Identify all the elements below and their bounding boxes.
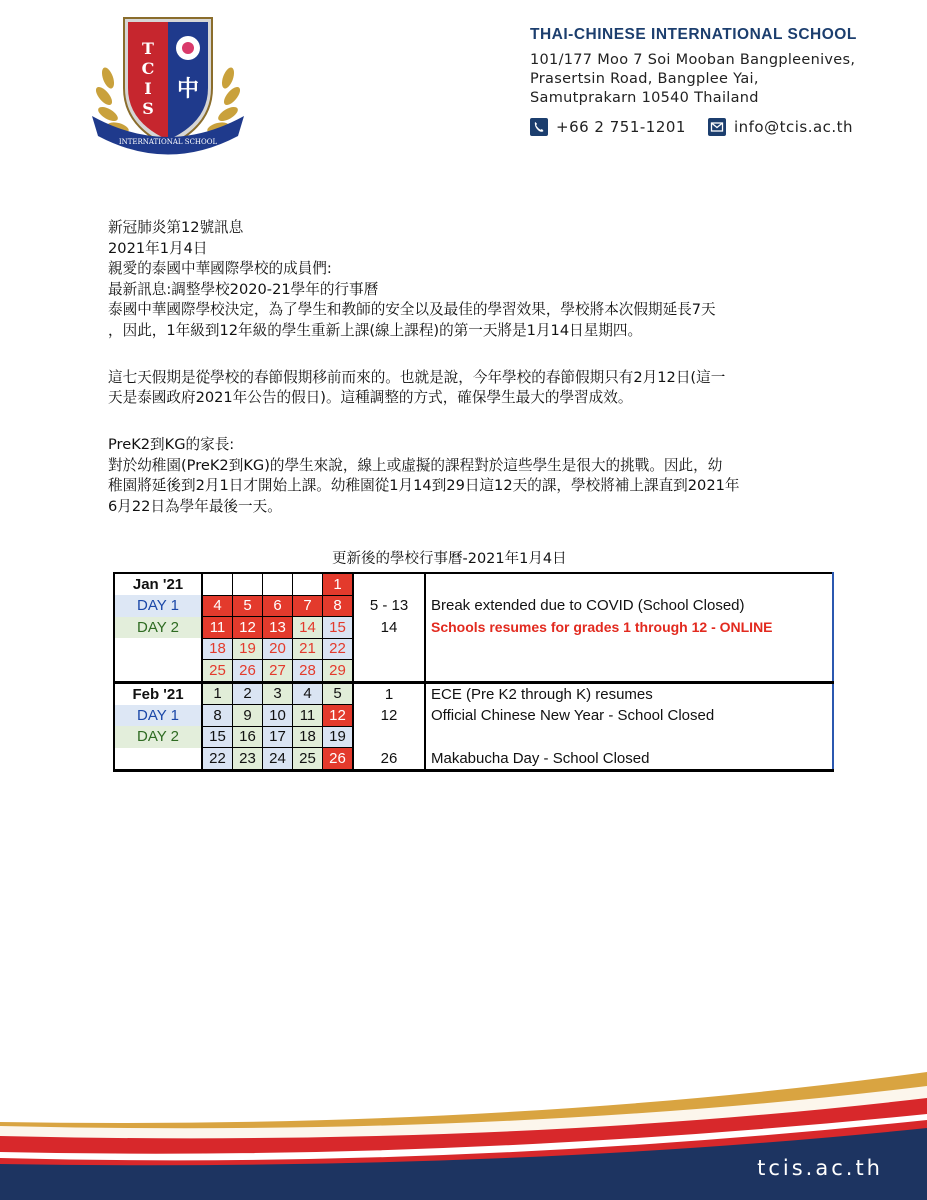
event-date: 14 [353, 617, 425, 639]
event-date: 26 [353, 748, 425, 771]
letter-line: 稚園將延後到2月1日才開始上課。幼稚園從1月14到29日這12天的課，學校將補上課直到2021年 [108, 477, 740, 494]
day-cell: 10 [263, 705, 293, 727]
event-date [353, 660, 425, 683]
svg-text:S: S [142, 99, 154, 118]
day-cell: 14 [293, 617, 323, 639]
month-label [114, 638, 202, 660]
svg-text:I: I [144, 79, 152, 98]
day-cell: 12 [233, 617, 263, 639]
day-cell: 25 [293, 748, 323, 771]
day-cell [202, 573, 233, 595]
event-desc [425, 638, 833, 660]
event-desc [425, 726, 833, 748]
day-cell: 23 [233, 748, 263, 771]
day-cell: 26 [323, 748, 354, 771]
day-cell: 24 [263, 748, 293, 771]
day-cell: 2 [233, 682, 263, 705]
letter-line: PreK2到KG的家長: [108, 436, 235, 453]
contact-bar [530, 118, 853, 136]
day-cell: 28 [293, 660, 323, 683]
month-label [114, 748, 202, 771]
svg-text:INTERNATIONAL SCHOOL: INTERNATIONAL SCHOOL [118, 138, 218, 146]
calendar-row [114, 726, 833, 748]
letter-line: 對於幼稚園(PreK2到KG)的學生來說，線上或虛擬的課程對於這些學生是很大的挑戰。因此，幼 [108, 456, 723, 474]
day-cell: 29 [323, 660, 354, 683]
day-cell: 22 [323, 638, 354, 660]
calendar-row [114, 573, 833, 595]
day-cycle-label: DAY 2 [114, 726, 202, 748]
event-date [353, 638, 425, 660]
address-line: 101/177 Moo 7 Soi Mooban Bangpleenives, [530, 52, 856, 68]
letter-subject: 最新訊息:調整學校2020-21學年的行事曆 [108, 280, 379, 298]
day-cell: 20 [263, 638, 293, 660]
email-address[interactable]: info@tcis.ac.th [733, 118, 854, 136]
day-cell: 15 [323, 617, 354, 639]
letter-heading: 新冠肺炎第12號訊息 [108, 219, 244, 236]
calendar-row [114, 682, 833, 705]
month-label [114, 660, 202, 683]
calendar-row [114, 638, 833, 660]
day-cell: 6 [263, 595, 293, 617]
day-cell: 12 [323, 705, 354, 727]
event-desc: Break extended due to COVID (School Closed) [425, 595, 833, 617]
event-date: 5 - 13 [353, 595, 425, 617]
event-date: 12 [353, 705, 425, 727]
event-desc: Schools resumes for grades 1 through 12 - ONLINE [425, 617, 833, 639]
event-date [353, 726, 425, 748]
phone-number[interactable]: +66 2 751-1201 [556, 118, 686, 136]
day-cell: 19 [233, 638, 263, 660]
day-cycle-label: DAY 2 [114, 617, 202, 639]
address-line: Prasertsin Road, Bangplee Yai, [530, 71, 759, 87]
day-cell: 5 [233, 595, 263, 617]
letter-greeting: 親愛的泰國中華國際學校的成員們: [108, 260, 332, 277]
school-address [530, 51, 910, 108]
event-desc: Official Chinese New Year - School Closed [425, 705, 833, 727]
calendar-row [114, 748, 833, 771]
day-cell: 22 [202, 748, 233, 771]
calendar-title: 更新後的學校行事曆-2021年1月4日 [332, 551, 567, 567]
day-cell [263, 573, 293, 595]
day-cell: 25 [202, 660, 233, 683]
letter-line: 這七天假期是從學校的春節假期移前而來的。也就是說，今年學校的春節假期只有2月12日(這一 [108, 368, 726, 386]
event-date [353, 573, 425, 595]
day-cell: 8 [202, 705, 233, 727]
day-cell: 4 [202, 595, 233, 617]
address-line: Samutprakarn 10540 Thailand [530, 90, 759, 106]
event-desc [425, 573, 833, 595]
day-cell: 3 [263, 682, 293, 705]
day-cell: 18 [293, 726, 323, 748]
day-cell [233, 573, 263, 595]
event-desc: Makabucha Day - School Closed [425, 748, 833, 771]
calendar-row [114, 595, 833, 617]
day-cell: 15 [202, 726, 233, 748]
letter-line: 6月22日為學年最後一天。 [108, 497, 282, 515]
calendar-row [114, 705, 833, 727]
event-desc [425, 660, 833, 683]
month-label: Jan '21 [114, 573, 202, 595]
day-cell: 1 [202, 682, 233, 705]
month-label: Feb '21 [114, 682, 202, 705]
event-desc: ECE (Pre K2 through K) resumes [425, 682, 833, 705]
letter-line: ，因此，1年級到12年級的學生重新上課(線上課程)的第一天將是1月14日星期四。 [108, 321, 643, 339]
letter-body [108, 218, 828, 517]
day-cell: 9 [233, 705, 263, 727]
day-cell [293, 573, 323, 595]
school-calendar [113, 572, 834, 772]
day-cell: 18 [202, 638, 233, 660]
day-cell: 8 [323, 595, 354, 617]
school-info [530, 26, 910, 108]
day-cell: 27 [263, 660, 293, 683]
day-cell: 11 [293, 705, 323, 727]
day-cycle-label: DAY 1 [114, 705, 202, 727]
day-cell: 26 [233, 660, 263, 683]
svg-text:T: T [142, 39, 154, 58]
letter-line: 泰國中華國際學校決定，為了學生和教師的安全以及最佳的學習效果，學校將本次假期延長7天 [108, 301, 716, 318]
calendar-row [114, 660, 833, 683]
day-cell: 19 [323, 726, 354, 748]
school-name: THAI-CHINESE INTERNATIONAL SCHOOL [530, 26, 857, 43]
day-cell: 11 [202, 617, 233, 639]
phone-icon [530, 118, 548, 136]
school-logo [88, 8, 248, 158]
day-cell: 13 [263, 617, 293, 639]
event-date: 1 [353, 682, 425, 705]
day-cell: 16 [233, 726, 263, 748]
day-cell: 17 [263, 726, 293, 748]
day-cycle-label: DAY 1 [114, 595, 202, 617]
day-cell: 1 [323, 573, 354, 595]
day-cell: 21 [293, 638, 323, 660]
day-cell: 4 [293, 682, 323, 705]
footer-url[interactable]: tcis.ac.th [757, 1156, 883, 1180]
svg-text:C: C [141, 59, 155, 78]
svg-text:中: 中 [176, 77, 200, 102]
letter-line: 天是泰國政府2021年公告的假日)。這種調整的方式，確保學生最大的學習成效。 [108, 389, 633, 406]
day-cell: 7 [293, 595, 323, 617]
mail-icon [708, 118, 726, 136]
letter-date: 2021年1月4日 [108, 239, 208, 257]
calendar-row [114, 617, 833, 639]
day-cell: 5 [323, 682, 354, 705]
